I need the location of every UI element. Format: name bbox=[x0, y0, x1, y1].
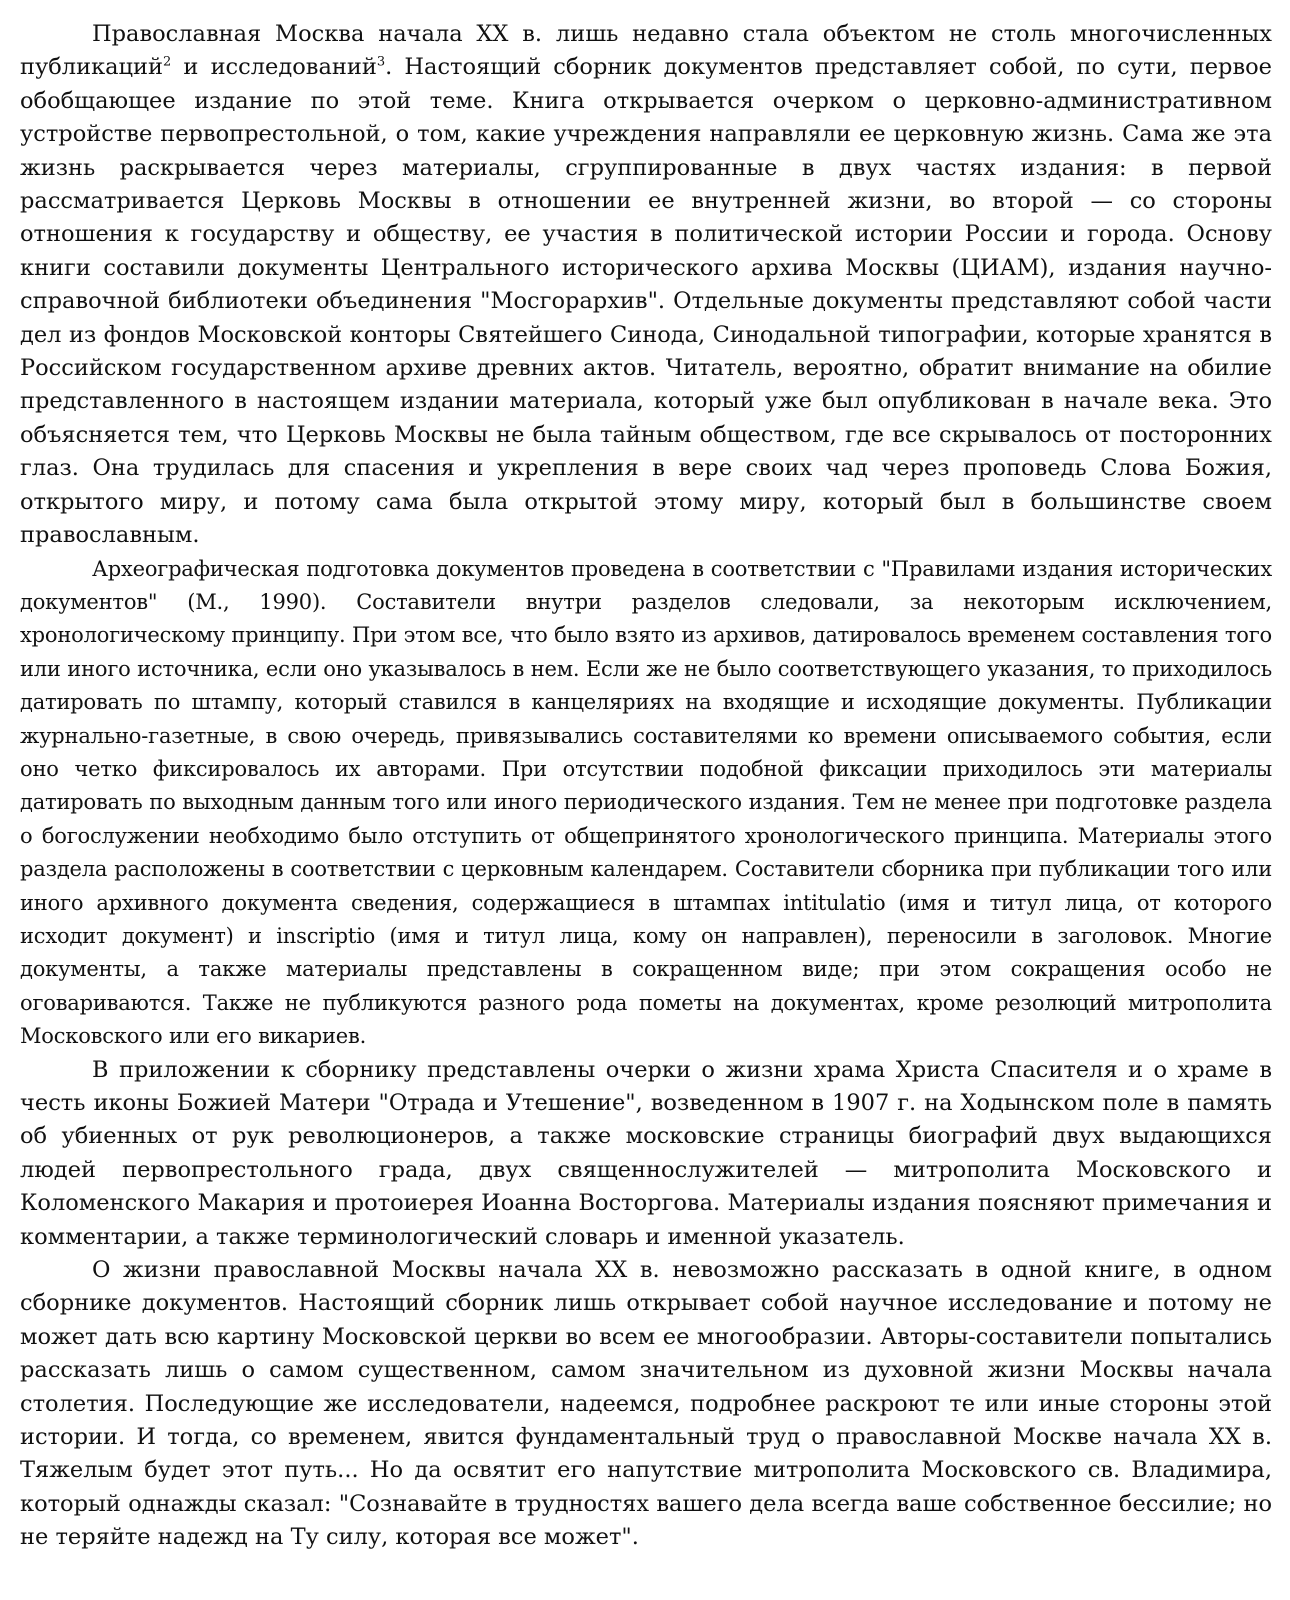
paragraph-archeography: Археографическая подготовка документов проведена в соответствии с "Правилами издания исторических документов" (М., 1990). Составители внутри разделов следовали, за некоторым исключением, хронологическому принципу. При этом все, что было взято из архивов, датировалось временем составления того или иного источника, если оно указывалось в нем. Если же не было соответствующего указания, то приходилось датировать по штампу, который ставился в канцеляриях на входящие и исходящие документы. Публикации журнально-газетные, в свою очередь, привязывались составителями ко времени описываемого события, если оно четко фиксировалось их авторами. При отсутствии подобной фиксации приходилось эти материалы датировать по выходным данным того или иного периодического издания. Тем не менее при подготовке раздела о богослужении необходимо было отступить от общепринятого хронологического принципа. Материалы этого раздела расположены в соответствии с церковным календарем. Составители сборника при публикации того или иного архивного документа сведения, содержащиеся в штампах intitulatio (имя и титул лица, от которого исходит документ) и inscriptio (имя и титул лица, кому он направлен), переносили в заголовок. Многие документы, а также материалы представлены в сокращенном виде; при этом сокращения особо не оговариваются. Также не публикуются разного рода пометы на документах, кроме резолюций митрополита Московского или его викариев. bbox=[20, 556, 1272, 1049]
paragraph-intro-text-3: . Настоящий сборник документов представляет собой, по сути, первое обобщающее издание по этой теме. Книга открывается очерком о церковно-административном устройстве первопрестольной, о том, какие учреждения направляли ее церковную жизнь. Сама же эта жизнь раскрывается через материалы, сгруппированные в двух частях издания: в первой рассматривается Церковь Москвы в отношении ее внутренней жизни, во второй — со стороны отношения к государству и обществу, ее участия в политической истории России и города. Основу книги составили документы Центрального исторического архива Москвы (ЦИАМ), издания научно-справочной библиотеки объединения "Мосгорархив". Отдельные документы представляют собой части дел из фондов Московской конторы Святейшего Синода, Синодальной типографии, которые хранятся в Российском государственном архиве древних актов. Читатель, вероятно, обратит внимание на обилие представленного в настоящем издании материала, который уже был опубликован в начале века. Это объясняется тем, что Церковь Москвы не была тайным обществом, где все скрывалось от посторонних глаз. Она трудилась для спасения и укрепления в вере своих чад через проповедь Слова Божия, открытого миру, и потому сама была открытой этому миру, который был в большинстве своем православным. bbox=[20, 54, 1272, 549]
paragraph-appendix: В приложении к сборнику представлены очерки о жизни храма Христа Спасителя и о храме в честь иконы Божией Матери "Отрада и Утешение", возведенном в 1907 г. на Ходынском поле в память об убиенных от рук революционеров, а также московские страницы биографий двух выдающихся людей первопрестольного града, двух священнослужителей — митрополита Московского и Коломенского Макария и протоиерея Иоанна Восторгова. Материалы издания поясняют примечания и комментарии, а также терминологический словарь и именной указатель. bbox=[20, 1056, 1272, 1250]
paragraph-intro bbox=[20, 18, 1272, 553]
paragraph-conclusion: О жизни православной Москвы начала XX в. невозможно рассказать в одной книге, в одном сборнике документов. Настоящий сборник лишь открывает собой научное исследование и потому не может дать всю картину Московской церкви во всем ее многообразии. Авторы-составители попытались рассказать лишь о самом существенном, самом значительном из духовной жизни Москвы начала столетия. Последующие же исследователи, надеемся, подробнее раскроют те или иные стороны этой истории. И тогда, со временем, явится фундаментальный труд о православной Москве начала XX в. Тяжелым будет этот путь... Но да освятит его напутствие митрополита Московского св. Владимира, который однажды сказал: "Сознавайте в трудностях вашего дела всегда ваше собственное бессилие; но не теряйте надежд на Ту силу, которая все может". bbox=[20, 1257, 1272, 1551]
footnote-ref-2: 2 bbox=[163, 54, 172, 70]
paragraph-intro-text-1: Православная Москва начала XX в. лишь недавно стала объектом не столь многочисленных публикаций bbox=[20, 21, 1272, 81]
document-page bbox=[20, 18, 1272, 1555]
paragraph-intro-text-2: и исследований bbox=[171, 54, 377, 81]
footnote-ref-3: 3 bbox=[376, 54, 386, 70]
